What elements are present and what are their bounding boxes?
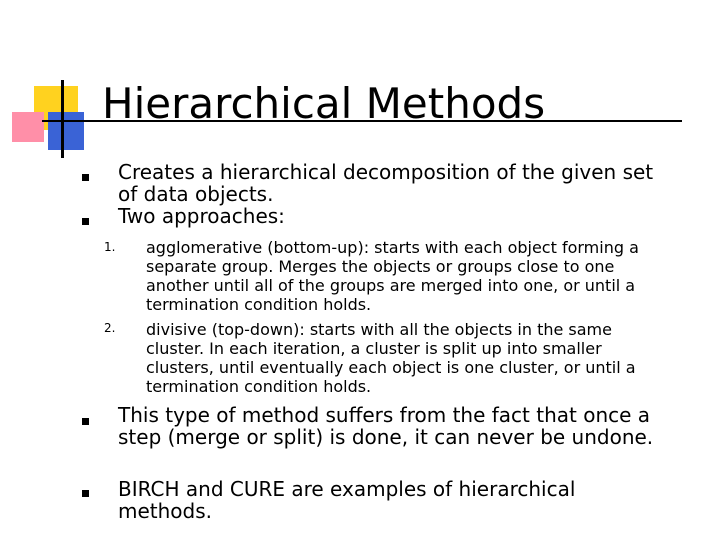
logo-pink-square <box>12 112 44 142</box>
bullet-text-decomposition: Creates a hierarchical decomposition of the given set of data objects. <box>118 160 654 206</box>
bullet-text-examples: BIRCH and CURE are examples of hierarchical methods. <box>118 477 576 523</box>
slide-title: Hierarchical Methods <box>102 79 546 128</box>
number-marker-1: 1. <box>104 240 116 254</box>
bullet-text-two-approaches: Two approaches: <box>118 204 285 228</box>
numbered-text-agglomerative: agglomerative (bottom-up): starts with each object forming a separate group. Merges the objects or groups close to one another until all of the groups are merged into one, or until a termination condition holds. <box>146 238 639 314</box>
logo-vertical-line <box>61 80 64 158</box>
numbered-text-divisive: divisive (top-down): starts with all the objects in the same cluster. In each iteration, a cluster is split up into smaller clusters, until eventually each object is one cluster, or until a termination condition holds. <box>146 320 636 396</box>
bullet-marker <box>82 490 89 497</box>
logo-blue-square <box>48 112 84 150</box>
bullet-marker <box>82 174 89 181</box>
bullet-text-drawback: This type of method suffers from the fact that once a step (merge or split) is done, it can never be undone. <box>118 403 654 449</box>
bullet-marker <box>82 418 89 425</box>
bullet-marker <box>82 218 89 225</box>
number-marker-2: 2. <box>104 321 116 335</box>
